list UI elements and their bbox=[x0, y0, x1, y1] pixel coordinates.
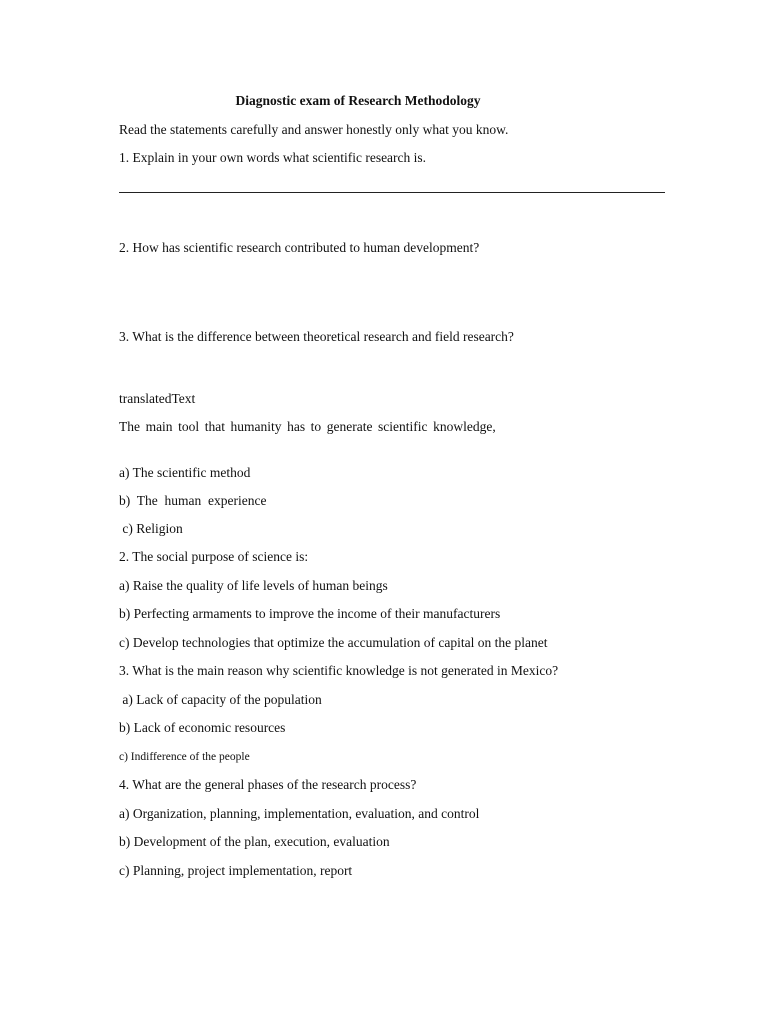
mc-question-2-option-a: a) Raise the quality of life levels of human beings bbox=[119, 578, 388, 593]
mc-question-3-stem: 3. What is the main reason why scientific knowledge is not generated in Mexico? bbox=[119, 663, 559, 678]
mc-question-3-option-a: a) Lack of capacity of the population bbox=[119, 692, 322, 707]
mc-question-4-option-a: a) Organization, planning, implementation, evaluation, and control bbox=[119, 806, 480, 821]
mc-question-4-stem: 4. What are the general phases of the research process? bbox=[119, 777, 417, 792]
open-question-2: 2. How has scientific research contributed to human development? bbox=[119, 240, 480, 255]
open-question-1: 1. Explain in your own words what scientific research is. bbox=[119, 150, 427, 165]
translated-label: translatedText bbox=[119, 391, 196, 406]
answer-line bbox=[119, 192, 665, 193]
mc-question-1-option-b: b) The human experience bbox=[119, 493, 267, 508]
mc-question-4-option-c: c) Planning, project implementation, report bbox=[119, 863, 353, 878]
open-question-3: 3. What is the difference between theoretical research and field research? bbox=[119, 329, 514, 344]
mc-question-1-stem: The main tool that humanity has to generate scientific knowledge, bbox=[119, 419, 496, 434]
document-title: Diagnostic exam of Research Methodology bbox=[235, 93, 481, 108]
instructions-text: Read the statements carefully and answer honestly only what you know. bbox=[119, 122, 509, 137]
mc-question-4-option-b: b) Development of the plan, execution, evaluation bbox=[119, 834, 390, 849]
mc-question-3-option-c: c) Indifference of the people bbox=[119, 751, 250, 763]
mc-question-1-option-a: a) The scientific method bbox=[119, 465, 251, 480]
mc-question-1-option-c: c) Religion bbox=[119, 521, 183, 536]
mc-question-2-option-b: b) Perfecting armaments to improve the income of their manufacturers bbox=[119, 606, 501, 621]
mc-question-3-option-b: b) Lack of economic resources bbox=[119, 720, 286, 735]
mc-question-2-stem: 2. The social purpose of science is: bbox=[119, 549, 309, 564]
mc-question-2-option-c: c) Develop technologies that optimize the accumulation of capital on the planet bbox=[119, 635, 548, 650]
